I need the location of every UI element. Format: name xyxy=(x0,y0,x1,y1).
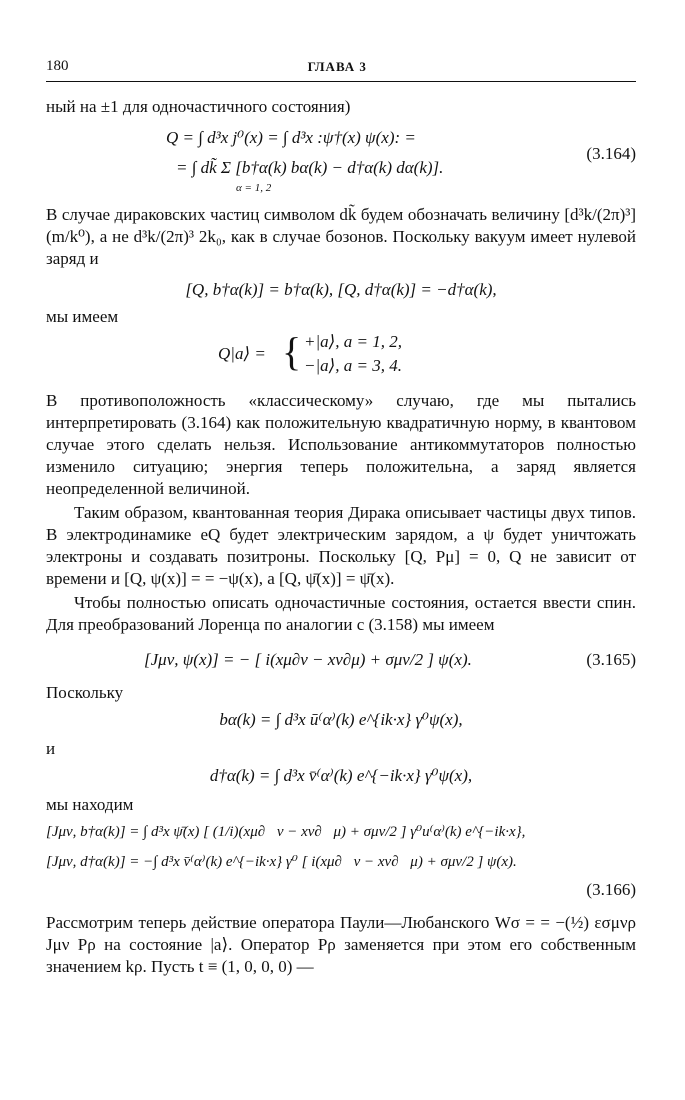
equation-number-166: (3.166) xyxy=(586,880,636,899)
brace-icon: { xyxy=(282,329,302,374)
eq164-line1: Q = ∫ d³x j⁰(x) = ∫ d³x :ψ†(x) ψ(x): = xyxy=(166,128,416,147)
paragraph-2: В случае дираковских частиц символом dk̃ будем обозначать величину [d³k/(2π)³](m/k⁰), а не d³k/(2π)³ 2k₀, как в случае бозонов. Поскольку вакуум имеет нулевой заряд и xyxy=(46,205,636,268)
equation-d-alpha: d†α(k) = ∫ d³x v̄⁽α⁾(k) e^{−ik·x} γ⁰ψ(x), xyxy=(209,766,473,785)
equation-commutators: [Q, b†α(k)] = b†α(k), [Q, d†α(k)] = −d†α(k), xyxy=(185,280,497,299)
equation-3-166 xyxy=(46,820,636,902)
eq-qa-lhs: Q|a⟩ = xyxy=(218,344,266,363)
equation-3-165 xyxy=(46,646,636,676)
paragraph-3: мы имеем xyxy=(46,307,119,326)
eq-qa-case1: +|a⟩, a = 1, 2, xyxy=(304,332,402,351)
paragraph-10: Рассмотрим теперь действие оператора Паули—Любанского Wσ = = −(½) εσμνρ Jμν Pρ на состояние |a⟩. Оператор Pρ заменяется при этом его собственным значением kρ. Пусть t ≡ (1, 0, 0, 0) — xyxy=(46,913,636,976)
equation-number-165: (3.165) xyxy=(586,650,636,669)
page-header xyxy=(46,58,636,82)
equation-number-164: (3.164) xyxy=(586,144,636,163)
paragraph-6: Чтобы полностью описать одночастичные состояния, остается ввести спин. Для преобразований Лоренца по аналогии с (3.158) мы имеем xyxy=(46,593,636,634)
page-number: 180 xyxy=(46,58,69,74)
paragraph-9: мы находим xyxy=(46,795,134,814)
chapter-title: ГЛАВА 3 xyxy=(307,59,367,74)
paragraph-8: и xyxy=(46,739,56,758)
paragraph-4: В противоположность «классическому» случаю, где мы пытались интерпретировать (3.164) как положительную квадратичную норму, в квантовом случае этого сделать нельзя. Использование антикоммутаторов полностью изменило ситуацию; энергия теперь положительна, а заряд является неопределенной величиной. xyxy=(46,391,636,498)
eq164-line2: = ∫ dk̃ Σ [b†α(k) bα(k) − d†α(k) dα(k)]. xyxy=(176,158,444,177)
eq164-sum-index: α = 1, 2 xyxy=(236,182,272,194)
equation-b-alpha: bα(k) = ∫ d³x ū⁽α⁾(k) e^{ik·x} γ⁰ψ(x), xyxy=(219,710,463,729)
eq165-body: [Jμν, ψ(x)] = − [ i(xμ∂ν − xν∂μ) + σμν/2 ] ψ(x). xyxy=(144,650,472,669)
equation-charge-states xyxy=(46,328,636,380)
eq-qa-case2: −|a⟩, a = 3, 4. xyxy=(304,356,402,375)
paragraph-1: ный на ±1 для одночастичного состояния) xyxy=(46,97,351,116)
book-page xyxy=(46,58,636,978)
eq166-line1: [Jμν, b†α(k)] = ∫ d³x ψ̄(x) [ (1/i)(xμ∂⃖ν − xν∂⃖μ) + σμν/2 ] γ⁰u⁽α⁾(k) e^{−ik·x}, xyxy=(46,824,526,840)
equation-3-164 xyxy=(46,126,636,192)
eq166-line2: [Jμν, d†α(k)] = −∫ d³x v̄⁽α⁾(k) e^{−ik·x} γ⁰ [ i(xμ∂⃗ν − xν∂⃗μ) + σμν/2 ] ψ(x). xyxy=(46,854,517,870)
paragraph-7: Поскольку xyxy=(46,683,124,702)
paragraph-5: Таким образом, квантованная теория Дирака описывает частицы двух типов. В электродинамике eQ будет электрическим зарядом, а ψ будет уничтожать электроны и создавать позитроны. Поскольку [Q, Pμ] = 0, Q не зависит от времени и [Q, ψ(x)] = = −ψ(x), а [Q, ψ̄(x)] = ψ̄(x). xyxy=(46,503,636,588)
